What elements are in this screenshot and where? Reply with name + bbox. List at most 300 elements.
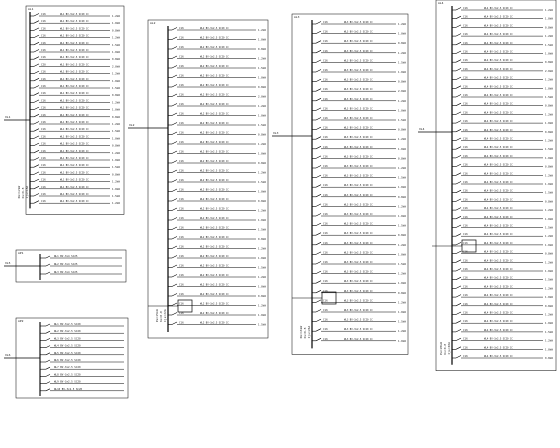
breaker-contact (316, 50, 321, 53)
cable-label: WL2 BV-3x2.5 SC20 CC (200, 255, 229, 258)
breaker-contact (34, 194, 39, 197)
cable-label: WL3 BV-3x2.5 SC20 CC (344, 251, 373, 255)
cable-label: WL2 BV-3x2.5 SC20 CC (200, 207, 229, 211)
breaker-contact (34, 165, 39, 168)
cable-label: WL3 BV-3x2.5 SC20 CC (344, 270, 373, 274)
cable-label: WL3 BV-3x2.5 SC20 CC (344, 69, 373, 72)
load-rating: 0.8kW (112, 58, 120, 62)
breaker-rating: C16 (463, 189, 468, 193)
aux-row-label: WL1 BV-3x2.5 SC20 (54, 323, 81, 326)
cable-label: WL4 BV-3x2.5 SC20 CC (484, 207, 513, 211)
branch-circuit (312, 260, 406, 266)
branch-circuit (312, 87, 406, 93)
breaker-contact (316, 156, 321, 159)
branch-circuit (312, 279, 406, 285)
breaker-contact (456, 234, 461, 237)
breaker-rating: C16 (463, 268, 468, 271)
panel-notes (299, 326, 311, 339)
load-rating: 1.2kW (545, 339, 553, 343)
cable-label: WL3 BV-3x2.5 SC20 CC (344, 49, 373, 53)
branch-circuit (312, 145, 406, 151)
branch-circuit (168, 55, 266, 61)
breaker-rating: C16 (323, 337, 328, 341)
incoming-label: XL2 (129, 123, 135, 127)
load-rating: 0.8kW (258, 86, 266, 89)
load-rating: 1.2kW (545, 78, 553, 82)
cable-label: WL2 BV-3x2.5 SC20 CC (200, 302, 229, 306)
breaker-rating: C16 (463, 328, 468, 332)
breaker-contact (456, 8, 461, 11)
breaker-contact (456, 329, 461, 332)
branch-circuit (168, 273, 266, 279)
breaker-contact (456, 77, 461, 80)
branch-circuit (312, 154, 406, 160)
cable-label: WL3 BV-3x2.5 SC20 CC (344, 97, 373, 101)
breaker-rating: C16 (41, 56, 46, 60)
breaker-rating: C16 (41, 200, 46, 204)
incoming-label: XL1 (5, 115, 11, 119)
breaker-rating: C16 (463, 355, 468, 358)
breaker-rating: C16 (463, 7, 468, 10)
breaker-contact (34, 78, 39, 81)
breaker-rating: C16 (41, 34, 46, 38)
breaker-rating: C16 (463, 320, 468, 324)
breaker-rating: C16 (41, 20, 46, 24)
cable-label: WL3 BV-3x2.5 SC20 CC (344, 30, 373, 34)
breaker-rating: C16 (463, 276, 468, 280)
breaker-contact (34, 136, 39, 139)
cable-label: WL1 BV-3x2.5 SC20 CC (60, 56, 89, 60)
cable-label: WL3 BV-3x2.5 SC20 CC (344, 107, 373, 111)
cable-label: WL4 BV-3x2.5 SC20 CC (484, 302, 513, 306)
load-rating: 1.5kW (258, 124, 266, 127)
panel-3 (272, 14, 408, 354)
branch-circuit (312, 270, 406, 276)
cable-label: WL4 BV-3x2.5 SC20 CC (484, 250, 513, 254)
branch-circuit (168, 26, 266, 32)
branch-circuit (168, 216, 266, 222)
breaker-rating: C16 (179, 312, 184, 315)
branch-circuit (168, 36, 266, 42)
cable-label: WL2 BV-3x2.5 SC20 CC (200, 169, 229, 173)
branch-circuit (452, 102, 553, 108)
breaker-rating: C16 (463, 33, 468, 37)
breaker-contact (316, 79, 321, 82)
load-rating: 1.2kW (112, 15, 120, 18)
cable-label: WL2 BV-3x2.5 SC20 CC (200, 217, 229, 220)
cable-label: WL3 BV-3x2.5 SC20 CC (344, 136, 373, 140)
breaker-rating: C16 (323, 318, 328, 322)
cable-label: WL3 BV-3x2.5 SC20 CC (344, 222, 373, 226)
breaker-rating: C16 (463, 76, 468, 80)
aux-2 (4, 318, 128, 398)
branch-circuit (30, 142, 120, 148)
breaker-rating: C16 (41, 41, 46, 45)
branch-circuit (30, 41, 120, 47)
cable-label: WL2 BV-3x2.5 SC20 CC (200, 264, 229, 268)
breaker-rating: C16 (463, 224, 468, 228)
load-rating: 1.2kW (545, 209, 553, 213)
breaker-contact (456, 347, 461, 350)
cable-label: WL4 BV-3x2.5 SC20 CC (484, 41, 513, 45)
load-rating: 1.0kW (398, 253, 406, 257)
cable-label: WL4 BV-3x2.5 SC20 CC (484, 137, 513, 141)
branch-circuit (452, 145, 553, 151)
breaker-contact (316, 271, 321, 274)
load-rating: 1.2kW (398, 330, 406, 334)
breaker-rating: C16 (323, 49, 328, 53)
cable-label: WL3 BV-3x2.5 SC20 CC (344, 40, 373, 44)
aux-breaker (46, 367, 50, 369)
breaker-contact (34, 71, 39, 74)
breaker-contact (316, 214, 321, 217)
cable-label: WL2 BV-3x2.5 SC20 CC (200, 65, 229, 68)
load-rating: 2.0kW (398, 90, 406, 94)
load-rating: 1.5kW (112, 43, 120, 47)
breaker-contact (316, 310, 321, 313)
breaker-contact (172, 294, 177, 297)
breaker-rating: C16 (41, 92, 46, 96)
load-rating: 1.2kW (545, 139, 553, 143)
load-rating: 1.2kW (545, 287, 553, 291)
breaker-rating: C16 (179, 198, 184, 201)
breaker-contact (34, 150, 39, 153)
branch-circuit (168, 264, 266, 270)
branch-circuit (452, 6, 553, 12)
breaker-rating: C16 (323, 251, 328, 255)
branch-circuit (168, 292, 266, 298)
branch-circuit (312, 30, 406, 36)
branch-circuit (30, 34, 120, 40)
branch-circuit (452, 215, 553, 221)
load-rating: 1.0kW (112, 22, 120, 26)
branch-circuit (452, 32, 553, 38)
breaker-contact (172, 208, 177, 211)
panel-1 (4, 6, 124, 214)
breaker-contact (456, 312, 461, 315)
load-rating: 1.0kW (398, 71, 406, 74)
cable-label: WL2 BV-3x2.5 SC20 CC (200, 293, 229, 296)
cable-label: WL1 BV-3x2.5 SC20 CC (60, 106, 89, 110)
cable-label: WL3 BV-3x2.5 SC20 CC (344, 328, 373, 332)
breaker-contact (172, 322, 177, 325)
aux-breaker (46, 389, 50, 391)
breaker-contact (456, 251, 461, 254)
breaker-rating: C16 (179, 27, 184, 30)
breaker-rating: C16 (41, 13, 46, 16)
load-rating: 1.0kW (545, 52, 553, 56)
breaker-contact (456, 129, 461, 132)
breaker-rating: C16 (323, 40, 328, 44)
breaker-rating: C16 (323, 126, 328, 130)
breaker-rating: C16 (41, 113, 46, 117)
load-rating: 1.0kW (545, 243, 553, 247)
cable-label: WL3 BV-3x2.5 SC20 CC (344, 184, 373, 188)
load-rating: 1.2kW (258, 304, 266, 308)
cable-label: WL1 BV-3x2.5 SC20 CC (60, 135, 89, 139)
panel-note-line: Pe=20kW (439, 342, 443, 355)
breaker-contact (316, 41, 321, 44)
cable-label: WL1 BV-3x2.5 SC20 CC (60, 41, 89, 45)
branch-circuit (452, 284, 553, 290)
branch-circuit (30, 84, 120, 90)
cable-label: WL1 BV-3x2.5 SC20 CC (60, 157, 89, 160)
cable-label: WL1 BV-3x2.5 SC20 CC (60, 20, 89, 24)
breaker-contact (34, 50, 39, 53)
breaker-rating: C16 (179, 103, 184, 106)
branch-circuit (452, 163, 553, 169)
branch-circuit (452, 241, 553, 247)
load-rating: 0.8kW (398, 195, 406, 199)
cable-label: WL4 BV-3x2.5 SC20 CC (484, 7, 513, 10)
breaker-contact (34, 186, 39, 189)
aux-breaker (46, 324, 50, 326)
load-rating: 1.2kW (398, 205, 406, 209)
branch-circuit (30, 178, 120, 184)
cable-label: WL4 BV-3x2.5 SC20 CC (484, 328, 513, 332)
load-rating: 0.8kW (398, 157, 406, 161)
cable-label: WL4 BV-3x2.5 SC20 CC (484, 102, 513, 106)
cable-label: WL2 BV-3x2.5 SC20 CC (200, 27, 229, 30)
breaker-rating: C16 (41, 171, 46, 175)
panel-enclosure (436, 0, 556, 371)
branch-circuit (312, 39, 406, 45)
breaker-contact (34, 57, 39, 60)
panel-tag: AL4 (438, 1, 444, 5)
breaker-contact (456, 260, 461, 263)
breaker-rating: C16 (179, 169, 184, 173)
branch-circuit (30, 163, 120, 169)
load-rating: 1.0kW (112, 137, 120, 141)
breaker-contact (456, 216, 461, 219)
cable-label: WL3 BV-3x2.5 SC20 CC (344, 337, 373, 341)
cable-label: WL2 BV-3x2.5 SC20 CC (200, 93, 229, 97)
breaker-contact (172, 85, 177, 88)
branch-circuit (168, 102, 266, 108)
breaker-contact (456, 138, 461, 141)
cable-label: WL2 BV-3x2.5 SC20 CC (200, 245, 229, 249)
breaker-rating: C16 (41, 135, 46, 139)
panel-note-line: Kx=0.8 (159, 311, 163, 322)
load-rating: 0.8kW (258, 200, 266, 203)
cable-label: WL1 BV-3x2.5 SC20 CC (60, 85, 89, 88)
breaker-rating: C16 (463, 241, 468, 245)
breaker-contact (34, 42, 39, 45)
breaker-contact (172, 75, 177, 78)
breaker-rating: C16 (463, 285, 468, 289)
cable-label: WL3 BV-3x2.5 SC20 CC (344, 59, 373, 63)
load-rating: 1.2kW (112, 180, 120, 184)
panel-note-line: Ijs=24A (307, 325, 311, 339)
cable-label: WL3 BV-3x2.5 SC20 CC (344, 193, 373, 197)
branch-circuit (312, 250, 406, 256)
branch-circuit (168, 321, 266, 327)
breaker-contact (456, 286, 461, 289)
breaker-rating: C16 (463, 302, 468, 306)
cable-label: WL1 BV-3x2.5 SC20 CC (60, 149, 89, 153)
panel-note-line: Ijs=22A (163, 309, 167, 322)
breaker-contact (172, 123, 177, 126)
branch-circuit (168, 283, 266, 289)
load-rating: 1.0kW (398, 311, 406, 314)
branch-circuit (30, 12, 120, 18)
load-rating: 0.8kW (545, 200, 553, 204)
breaker-rating: C16 (41, 49, 46, 52)
cable-label: WL3 BV-3x2.5 SC20 CC (344, 117, 373, 120)
branch-circuit (452, 15, 553, 21)
load-rating: 1.5kW (545, 96, 553, 99)
branch-circuit (312, 308, 406, 314)
branch-circuit (452, 319, 553, 325)
breaker-rating: C16 (323, 59, 328, 63)
breaker-rating: C16 (323, 213, 328, 216)
aux-row-label: WL4 BV-3x2.5 SC20 (54, 344, 81, 348)
load-rating: 1.0kW (112, 51, 120, 54)
cable-label: WL2 BV-3x2.5 SC20 CC (200, 274, 229, 277)
breaker-contact (316, 185, 321, 188)
breaker-contact (34, 64, 39, 67)
breaker-rating: C16 (463, 120, 468, 124)
breaker-contact (456, 303, 461, 306)
cable-label: WL2 BV-3x2.5 SC20 CC (200, 312, 229, 315)
cable-label: WL4 BV-3x2.5 SC20 CC (484, 111, 513, 115)
aux-breaker (46, 353, 50, 355)
breaker-rating: C16 (41, 142, 46, 146)
breaker-contact (34, 129, 39, 132)
aux-title: AP1 (18, 251, 24, 255)
breaker-contact (316, 98, 321, 101)
cable-label: WL3 BV-3x2.5 SC20 CC (344, 203, 373, 207)
load-rating: 1.2kW (112, 202, 120, 206)
branch-circuit (312, 174, 406, 180)
panel-note-line: Kx=0.8 (443, 343, 447, 355)
cable-label: WL3 BV-3x2.5 SC20 CC (344, 126, 373, 130)
breaker-rating: C16 (179, 207, 184, 211)
load-rating: 0.8kW (545, 252, 553, 256)
cable-label: WL4 BV-3x2.5 SC20 CC (484, 337, 513, 341)
breaker-contact (34, 86, 39, 89)
cable-label: WL4 BV-3x2.5 SC20 CC (484, 163, 513, 167)
load-rating: 1.2kW (398, 167, 406, 170)
aux-breaker (46, 338, 50, 340)
breaker-rating: C16 (41, 121, 46, 124)
breaker-rating: C16 (179, 46, 184, 49)
cable-label: WL4 BV-3x2.5 SC20 CC (484, 120, 513, 124)
panel-tag: AL3 (294, 15, 300, 19)
cable-label: WL3 BV-3x2.5 SC20 CC (344, 21, 373, 24)
cable-label: WL4 BV-3x2.5 SC20 CC (484, 146, 513, 150)
branch-circuit (168, 302, 266, 308)
cable-label: WL1 BV-3x2.5 SC20 CC (60, 13, 89, 16)
branch-circuit (30, 98, 120, 104)
panel-2 (128, 20, 268, 338)
load-rating: 1.5kW (258, 181, 266, 184)
load-rating: 1.0kW (112, 79, 120, 83)
breaker-rating: C16 (463, 41, 468, 45)
breaker-rating: C16 (41, 99, 46, 103)
cable-label: WL3 BV-3x2.5 SC20 CC (344, 280, 373, 284)
load-rating: 0.8kW (545, 61, 553, 65)
load-rating: 1.5kW (112, 166, 120, 170)
breaker-contact (172, 303, 177, 306)
load-rating: 1.2kW (398, 99, 406, 103)
breaker-rating: C16 (323, 136, 328, 140)
breaker-rating: C16 (463, 311, 468, 315)
breaker-contact (34, 93, 39, 96)
aux-1 (4, 250, 126, 282)
breaker-rating: C16 (323, 174, 328, 178)
branch-circuit (30, 120, 120, 126)
aux-breaker (46, 264, 50, 266)
branch-circuit (30, 149, 120, 155)
cable-label: WL4 BV-3x2.5 SC20 CC (484, 24, 513, 28)
panel-notes (155, 309, 167, 322)
cable-label: WL2 BV-3x2.5 SC20 CC (200, 141, 229, 144)
breaker-rating: C16 (463, 94, 468, 97)
load-rating: 0.8kW (258, 48, 266, 51)
load-rating: 1.2kW (112, 101, 120, 105)
aux-row-label: WL3 BV-3x4 SC25 (54, 271, 78, 274)
aux-breaker (46, 272, 50, 274)
breaker-rating: C16 (179, 321, 184, 325)
breaker-rating: C16 (41, 193, 46, 196)
breaker-contact (172, 256, 177, 259)
load-rating: 1.0kW (545, 270, 553, 273)
branch-circuit (312, 164, 406, 170)
load-rating: 0.8kW (545, 104, 553, 108)
branch-circuit (30, 192, 120, 198)
cable-label: WL4 BV-3x2.5 SC20 CC (484, 355, 513, 358)
cable-label: WL2 BV-3x2.5 SC20 CC (200, 283, 229, 287)
cable-label: WL4 BV-3x2.5 SC20 CC (484, 85, 513, 89)
breaker-contact (316, 70, 321, 73)
cable-label: WL4 BV-3x2.5 SC20 CC (484, 294, 513, 298)
breaker-contact (316, 338, 321, 341)
breaker-rating: C16 (463, 15, 468, 19)
breaker-contact (172, 94, 177, 97)
breaker-contact (316, 329, 321, 332)
breaker-rating: C16 (463, 154, 468, 158)
breaker-contact (172, 142, 177, 145)
junction-box (432, 240, 476, 252)
breaker-rating: C16 (463, 59, 468, 63)
branch-circuit (452, 93, 553, 99)
breaker-rating: C16 (323, 30, 328, 34)
cable-label: WL1 BV-3x2.5 SC20 CC (60, 178, 89, 182)
load-rating: 1.0kW (545, 156, 553, 160)
breaker-contact (316, 223, 321, 226)
load-rating: 1.2kW (258, 247, 266, 251)
panel-tag: AL2 (150, 21, 156, 25)
branch-circuit (30, 185, 120, 191)
branch-circuit (30, 113, 120, 119)
breaker-contact (316, 89, 321, 92)
aux-row-label: WL8 BV-3x2.5 SC20 (54, 373, 81, 377)
cable-label: WL1 BV-3x2.5 SC20 CC (60, 27, 89, 31)
breaker-rating: C16 (41, 164, 46, 168)
load-rating: 1.2kW (545, 313, 553, 317)
cable-label: WL3 BV-3x2.5 SC20 CC (344, 299, 373, 303)
branch-circuit (452, 137, 553, 143)
breaker-contact (316, 175, 321, 178)
cable-label: WL1 BV-3x2.5 SC20 CC (60, 200, 89, 204)
breaker-rating: C16 (41, 149, 46, 153)
breaker-rating: C16 (463, 67, 468, 71)
breaker-rating: C16 (323, 88, 328, 92)
panel-tag: AL1 (28, 7, 34, 11)
breaker-contact (456, 242, 461, 245)
load-rating: 1.0kW (545, 296, 553, 300)
